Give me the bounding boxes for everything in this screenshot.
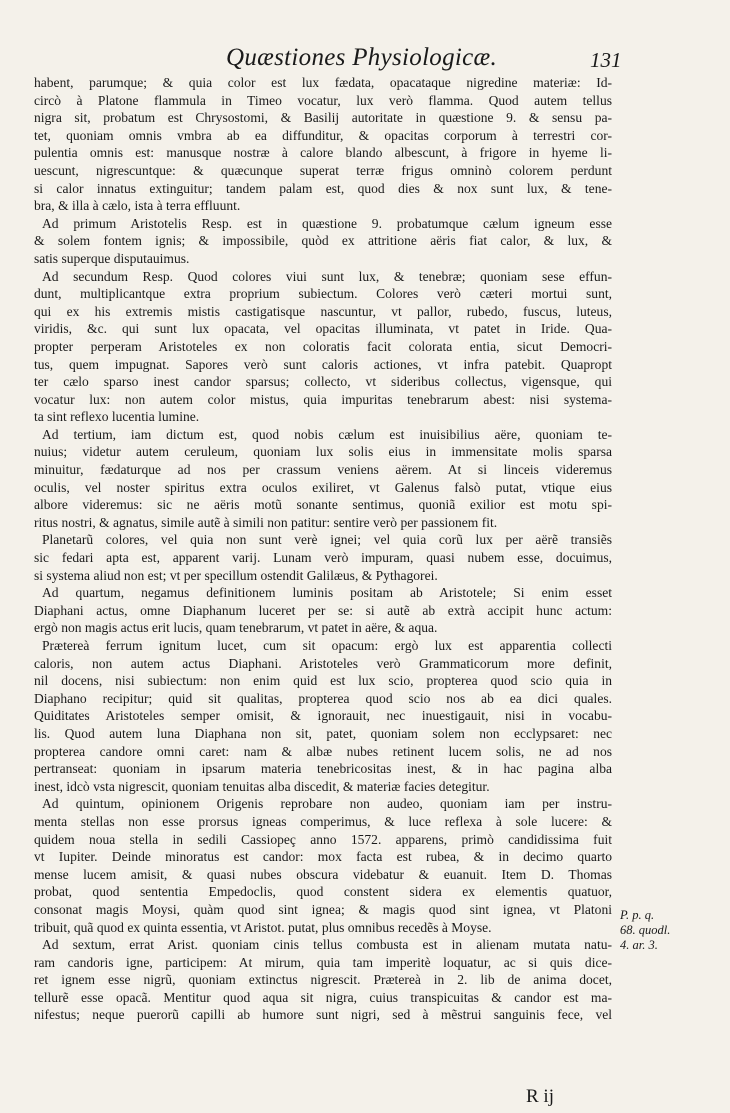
text-line: ritus nostri, & agnatus, simile autẽ à simili non patitur: sentire verò per passionem fit. [34, 514, 498, 530]
text-line: mense lucem amisit, & quasi nubes obscura videbatur & euanuit. Item D. Thomas [34, 866, 612, 882]
text-line: pulentia omnis est: manusque nostræ à calore blando albescunt, à frigore in hyeme li- [34, 145, 612, 161]
text-line: nil docens, nisi subiectum: non enim quid est lux scio, propterea quod scio quia in [34, 673, 612, 689]
text-line: dunt, multiplicantque extra proprium subiectum. Colores verò cæteri mortui sunt, [34, 286, 612, 302]
text-line: tribuit, quã quod ex quinta essentia, vt Aristot. putat, plus omnibus recedẽs à Moyse. [34, 919, 492, 935]
text-line: habent, parumque; & quia color est lux fædata, opacataque nigredine materiæ: Id- [34, 75, 612, 90]
text-line: ret ignem esse nigrũ, quoniam extinctus nigrescit. Prætereà in 2. lib de anima docet, [34, 972, 612, 988]
text-line: Ad primum Aristotelis Resp. est in quæstione 9. probatumque cælum igneum esse [42, 215, 612, 231]
margin-note-line: 68. quodl. [620, 923, 671, 937]
text-line: viridis, &c. qui sunt lux opacata, vel opacitas illuminata, vt patet in Iride. Qua- [34, 321, 612, 337]
text-line: bra, & illa à cælo, ista à terra effluunt. [34, 198, 241, 214]
page-number: 131 [590, 48, 622, 72]
running-title: Quæstiones Physiologicæ. [226, 44, 498, 71]
text-line: Ad quartum, negamus definitionem luminis positam ab Aristotele; Si enim esset [42, 585, 612, 601]
text-line: ergò non magis actus erit lucis, quam tenebrarum, vt patet in aëre, & aqua. [34, 620, 438, 636]
text-line: ta sint reflexo lucentia lumine. [34, 409, 200, 425]
text-line: menta stellas non esse prorsus igneas comperimus, & luce reflexa à sole lucere: & [34, 813, 612, 829]
text-line: Diaphano recipitur; quid sit qualitas, propterea quod scio nos ab ea dici quales. [34, 690, 612, 706]
text-line: sic fedari apta est, apparent varij. Lunam verò impuram, quasi nubem esse, docuimus, [34, 550, 612, 566]
text-line: si systema aliud non est; vt per specillum ostendit Galilæus, & Pythagorei. [34, 567, 438, 583]
text-line: Diaphani actus, omne Diaphanum luceret per se: si autẽ ab extrà accipit hunc actum: [34, 602, 612, 618]
text-line: propter perperam Aristoteles ex non coloratis facit colorata entia, sicut Democri- [34, 338, 612, 354]
text-line: minuitur, fædaturque ad nos per crassum veniens aërem. At si linceis videremus [34, 462, 612, 478]
text-line: vt Iupiter. Deinde minoratus est candor: mox facta est rubea, & in decimo quarto [34, 849, 612, 865]
text-line: qui ex his extremis mistis castigatisque nascuntur, vt pallor, rubedo, fuscus, luteus, [34, 303, 612, 319]
text-line: oculis, vel noster spiritus extra oculos exiliret, vt Galenus falsò putat, vtique eius [34, 479, 612, 495]
text-line: Ad tertium, iam dictum est, quod nobis cælum est inuisibilius aëre, quoniam te- [42, 426, 612, 442]
text-line: caloris, non autem actus Diaphani. Aristoteles verò Grammaticorum more definit, [34, 655, 612, 671]
margin-note [620, 908, 710, 953]
margin-note-line: P. p. q. [620, 908, 655, 922]
text-line: lis. Quod autem luna Diaphana non sit, patet, quoniam solem non ecclypsaret: nec [34, 725, 612, 741]
text-line: nigra sit, probatum est Chrysostomi, & Basilij autoritate in quæstione 9. & sensu pa- [34, 110, 612, 126]
text-line: propterea candore omni caret: nam & albæ nubes retinent lucem solis, ne ad nos [34, 743, 612, 759]
text-line: tet, quoniam omnis vmbra ab ea diffunditur, & opacitas corporum à terrestri cor- [34, 127, 612, 143]
signature-mark: R ij [526, 1086, 554, 1107]
body-text [34, 74, 612, 1024]
text-line: Ad secundum Resp. Quod colores viui sunt lux, & tenebræ; quoniam sese effun- [42, 268, 612, 284]
text-line: si calor innatus extinguitur; tandem palam est, quod dies & nox sunt lux, & tene- [34, 180, 612, 196]
text-line: tus, quem impugnat. Sapores verò sunt caloris actiones, vt infra patebit. Quapropt [34, 356, 612, 372]
text-line: circò à Platone flammula in Timeo vocatur, lux verò flamma. Quod autem tellus [34, 92, 612, 108]
text-line: satis superque disputauimus. [34, 250, 190, 266]
text-line: pertranseat: quoniam in ipsarum materia tenebricositas inest, & in hac pagina alba [34, 761, 612, 777]
text-line: nifestus; neque puerorũ capilli ab humore sunt nigri, sed à mẽstrui sanguinis fece, vel [34, 1007, 612, 1023]
text-line: & solem fontem ignis; & impossibile, quòd ex attritione aëris fiat calor, & lux, & [34, 233, 612, 249]
text-line: vocatur lux: non autem color mistus, quia impuritas tenebrarum abest: nisi systema- [34, 391, 612, 407]
text-line: quidem noua stella in sedili Cassiopeç anno 1572. apparens, primò candidissima fuit [34, 831, 612, 847]
text-line: albore videremus: sic ne aëris motũ sonante sentimus, quoniã exilior est motu spi- [34, 497, 612, 513]
text-line: inest, idcò vsta nigrescit, quoniam tenuitas alba discedit, & materiæ facies detegitur. [34, 778, 490, 794]
text-line: nuius; videtur autem ceruleum, quoniam lux solis eius in immensitate molis sparsa [34, 444, 612, 460]
text-line: ram candoris igne, participem: At mirum, quia tam imperitè loquatur, ac si quis dice- [34, 954, 612, 970]
text-line: Ad quintum, opinionem Origenis reprobare non audeo, quoniam iam per instru- [42, 796, 612, 812]
text-line: Planetarũ colores, vel quia non sunt verè ignei; vel quia corũ lux per aërẽ transiẽs [42, 532, 612, 548]
text-line: probat, quod sententia Empedoclis, quod constent sidera ex elementis quatuor, [34, 884, 612, 900]
text-line: ter cælo sparso inest candor sparsus; collecto, vt sideribus collectus, vigensque, qui [34, 374, 612, 390]
text-line: consonat magis Moysi, quàm quod sint ignea; & magis quod sint ignea, vt Platoni [34, 901, 612, 917]
margin-note-line: 4. ar. 3. [620, 938, 658, 952]
text-line: tellurẽ esse opacã. Mentitur quod aqua sit nigra, cuius transpicuitas & candor est ma- [34, 989, 612, 1005]
text-line: Quiditates Aristoteles semper omisit, & ignorauit, nec inuestigauit, nisi in vocabu- [34, 708, 612, 724]
text-line: Prætereà ferrum ignitum lucet, cum sit opacum: ergò lux est apparentia collecti [42, 638, 612, 653]
page-header [0, 44, 730, 76]
text-line: uescunt, nigrescuntque: & quæcunque superat terræ frigus omninò colorem perdunt [34, 162, 612, 178]
text-line: Ad sextum, errat Arist. quoniam cinis tellus combusta est in alienam mutata natu- [42, 937, 612, 953]
